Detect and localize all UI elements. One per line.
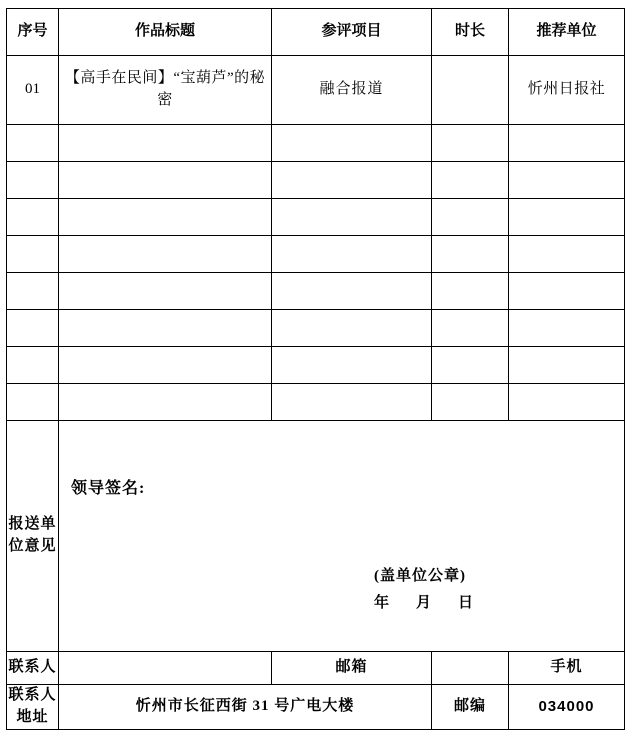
contact-person-label: 联系人 <box>7 652 59 685</box>
cell-duration[interactable] <box>432 162 509 199</box>
table-row <box>7 347 625 384</box>
header-item: 参评项目 <box>272 9 432 56</box>
seal-note: (盖单位公章) <box>374 568 466 584</box>
contact-phone-label: 手机 <box>509 652 625 685</box>
cell-index[interactable] <box>7 310 59 347</box>
zip-value[interactable]: 034000 <box>509 685 625 730</box>
header-index: 序号 <box>7 9 59 56</box>
contact-email-value[interactable] <box>432 652 509 685</box>
cell-title[interactable] <box>59 236 272 273</box>
form-sheet <box>0 8 631 748</box>
cell-item[interactable] <box>272 347 432 384</box>
contact-person-value[interactable] <box>59 652 272 685</box>
cell-unit[interactable] <box>509 236 625 273</box>
cell-unit[interactable] <box>509 347 625 384</box>
cell-title[interactable] <box>59 384 272 421</box>
opinion-body[interactable] <box>59 421 625 652</box>
date-line <box>374 593 474 615</box>
cell-duration[interactable] <box>432 310 509 347</box>
header-title: 作品标题 <box>59 9 272 56</box>
zip-label: 邮编 <box>432 685 509 730</box>
cell-unit[interactable] <box>509 199 625 236</box>
contact-email-label: 邮箱 <box>272 652 432 685</box>
cell-duration[interactable] <box>432 273 509 310</box>
cell-duration[interactable] <box>432 384 509 421</box>
table-header-row <box>7 9 625 56</box>
signature-label: 领导签名: <box>71 480 146 497</box>
cell-duration[interactable] <box>432 236 509 273</box>
cell-index[interactable] <box>7 347 59 384</box>
cell-item[interactable] <box>272 162 432 199</box>
cell-index[interactable] <box>7 199 59 236</box>
table-row <box>7 310 625 347</box>
cell-item[interactable]: 融合报道 <box>272 56 432 125</box>
cell-index[interactable] <box>7 273 59 310</box>
cell-duration[interactable] <box>432 199 509 236</box>
cell-duration[interactable] <box>432 125 509 162</box>
address-label: 联系人地址 <box>7 685 59 730</box>
table-row <box>7 56 625 125</box>
cell-title[interactable] <box>59 162 272 199</box>
opinion-row <box>7 421 625 652</box>
cell-unit[interactable] <box>509 384 625 421</box>
table-row <box>7 199 625 236</box>
header-unit: 推荐单位 <box>509 9 625 56</box>
cell-item[interactable] <box>272 199 432 236</box>
cell-index[interactable] <box>7 236 59 273</box>
cell-index[interactable]: 01 <box>7 56 59 125</box>
cell-item[interactable] <box>272 310 432 347</box>
table-row <box>7 236 625 273</box>
cell-item[interactable] <box>272 273 432 310</box>
cell-title[interactable] <box>59 273 272 310</box>
cell-index[interactable] <box>7 162 59 199</box>
cell-unit[interactable] <box>509 125 625 162</box>
table-row <box>7 162 625 199</box>
header-duration: 时长 <box>432 9 509 56</box>
cell-item[interactable] <box>272 384 432 421</box>
address-value[interactable]: 忻州市长征西街 31 号广电大楼 <box>59 685 432 730</box>
cell-unit[interactable] <box>509 310 625 347</box>
cell-unit[interactable] <box>509 162 625 199</box>
cell-item[interactable] <box>272 236 432 273</box>
cell-unit[interactable]: 忻州日报社 <box>509 56 625 125</box>
submission-form-table <box>6 8 625 730</box>
cell-item[interactable] <box>272 125 432 162</box>
table-row <box>7 125 625 162</box>
date-year: 年 <box>374 595 391 611</box>
cell-title[interactable] <box>59 310 272 347</box>
contact-row <box>7 652 625 685</box>
cell-unit[interactable] <box>509 273 625 310</box>
cell-title[interactable]: 【高手在民间】“宝葫芦”的秘密 <box>59 56 272 125</box>
date-day: 日 <box>458 595 475 611</box>
cell-index[interactable] <box>7 384 59 421</box>
table-row <box>7 384 625 421</box>
date-month: 月 <box>416 595 433 611</box>
cell-title[interactable] <box>59 125 272 162</box>
cell-title[interactable] <box>59 347 272 384</box>
cell-duration[interactable] <box>432 347 509 384</box>
address-row <box>7 685 625 730</box>
opinion-label: 报送单位意见 <box>7 421 59 652</box>
cell-index[interactable] <box>7 125 59 162</box>
table-row <box>7 273 625 310</box>
cell-duration[interactable] <box>432 56 509 125</box>
cell-title[interactable] <box>59 199 272 236</box>
